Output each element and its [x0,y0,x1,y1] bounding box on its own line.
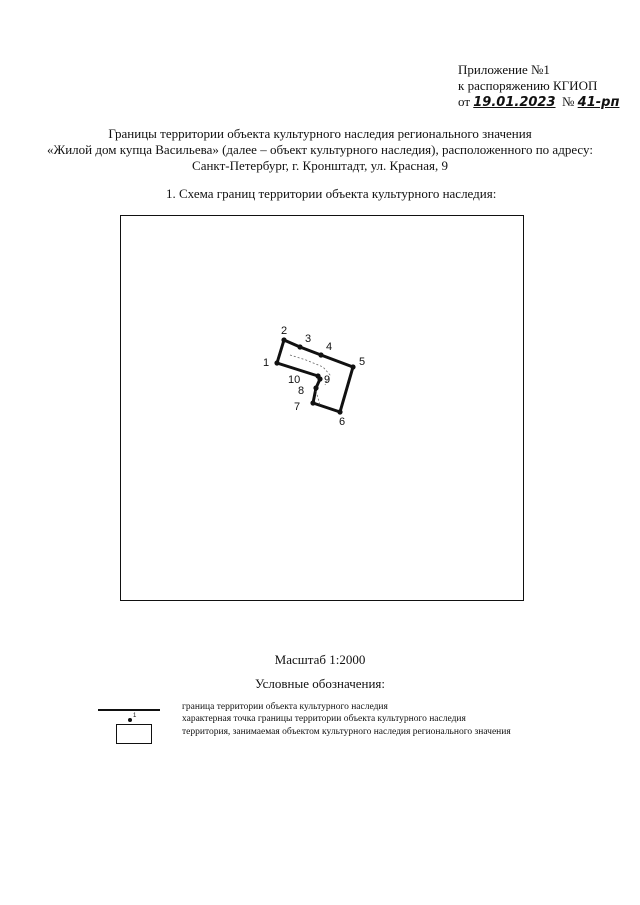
appendix-line2: к распоряжению КГИОП [458,78,598,93]
legend-point-symbol-label: 1 [133,713,137,719]
appendix-header [458,62,619,111]
legend-boundary-label: граница территории объекта культурного наследия [182,702,388,712]
boundary-point-label-8: 8 [298,385,305,397]
boundary-point-label-5: 5 [359,356,366,368]
boundary-point-label-7: 7 [294,401,301,413]
legend-territory-label: территория, занимаемая объектом культурного наследия регионального значения [182,727,511,737]
section-heading: 1. Схема границ территории объекта культурного наследия: [166,186,497,201]
boundary-point-label-4: 4 [326,341,333,353]
boundary-point-label-2: 2 [281,325,288,337]
legend-title: Условные обозначения: [254,676,386,691]
date-prefix: от [458,94,471,109]
map-scale: Масштаб 1:2000 [274,652,366,667]
boundary-point-label-10: 10 [288,374,301,386]
legend-boundary-line-symbol [98,709,160,711]
boundary-point-8 [313,385,318,390]
handwritten-date: 19.01.2023 [473,95,556,110]
legend-territory-box-symbol [116,724,152,744]
boundary-point-label-1: 1 [263,357,270,369]
boundary-point-2 [281,337,286,342]
boundary-point-5 [350,364,355,369]
boundary-point-label-6: 6 [339,416,346,428]
boundary-point-label-3: 3 [305,333,312,345]
boundary-point-10 [315,373,320,378]
boundary-scheme [120,215,524,601]
title-line3: Санкт-Петербург, г. Кронштадт, ул. Красная, 9 [192,158,448,173]
appendix-date-line [458,94,619,111]
document-title [0,126,640,174]
legend-point-label: характерная точка границы территории объекта культурного наследия [182,714,466,724]
boundary-point-1 [274,360,279,365]
handwritten-number: 41-рп [577,95,620,110]
appendix-line1: Приложение №1 [458,62,550,77]
boundary-point-7 [310,400,315,405]
title-line1: Границы территории объекта культурного наследия регионального значения [108,126,532,141]
number-prefix: № [562,94,575,109]
boundary-point-6 [337,409,342,414]
boundary-point-3 [297,344,302,349]
boundary-point-4 [318,352,323,357]
legend-point-symbol [128,718,132,722]
title-line2: «Жилой дом купца Васильева» (далее – объект культурного наследия), расположенного по адресу: [47,142,593,157]
boundary-point-label-9: 9 [324,374,331,386]
